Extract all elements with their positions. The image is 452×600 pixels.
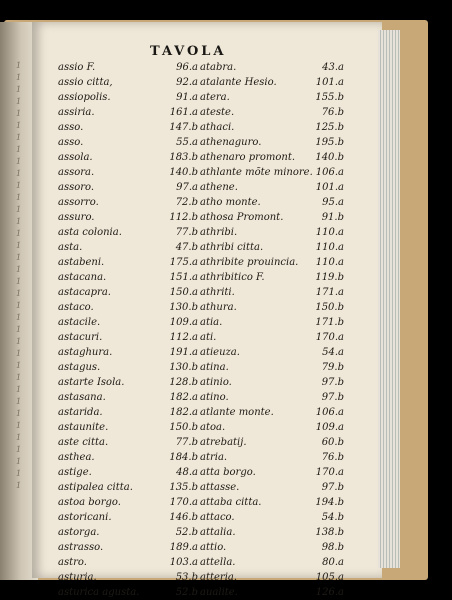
entry-page-ref: 91.b: [321, 212, 344, 223]
facing-page-mark: 1: [16, 193, 22, 202]
index-entry: [200, 375, 344, 390]
entry-term: ateste.: [200, 107, 235, 118]
facing-page-mark: 1: [16, 373, 22, 382]
index-entry: [200, 555, 344, 570]
entry-term: assuro.: [58, 212, 95, 223]
entry-page-ref: 189.a: [169, 542, 198, 553]
entry-term: asta.: [58, 242, 83, 253]
entry-page-ref: 55.a: [176, 137, 198, 148]
entry-term: asso.: [58, 137, 84, 148]
index-entry: [200, 585, 344, 600]
entry-page-ref: 79.b: [321, 362, 344, 373]
facing-page-mark: 1: [16, 445, 22, 454]
page-edges: [378, 30, 400, 568]
entry-page-ref: 91.a: [176, 92, 198, 103]
entry-term: attio.: [200, 542, 227, 553]
facing-page-mark: 1: [16, 301, 22, 310]
facing-page-mark: 1: [16, 277, 22, 286]
index-entry: [58, 390, 198, 405]
index-entry: [58, 135, 198, 150]
entry-page-ref: 128.b: [169, 377, 198, 388]
facing-page-mark: 1: [16, 85, 22, 94]
index-entry: [58, 585, 198, 600]
entry-page-ref: 106.a: [315, 407, 344, 418]
index-entry: [58, 435, 198, 450]
entry-term: assorro.: [58, 197, 99, 208]
entry-page-ref: 194.b: [315, 497, 344, 508]
index-entry: [200, 495, 344, 510]
entry-term: athribi citta.: [200, 242, 264, 253]
index-entry: [200, 450, 344, 465]
index-entry: [200, 540, 344, 555]
entry-term: astaunite.: [58, 422, 109, 433]
entry-term: atabra.: [200, 62, 237, 73]
entry-term: athura.: [200, 302, 237, 313]
index-entry: [58, 300, 198, 315]
facing-page-mark: 1: [16, 181, 22, 190]
index-entry: [58, 420, 198, 435]
facing-page-mark: 1: [16, 205, 22, 214]
index-entry: [58, 75, 198, 90]
entry-page-ref: 150.b: [169, 422, 198, 433]
index-entry: [200, 570, 344, 585]
entry-page-ref: 76.b: [321, 107, 344, 118]
facing-page-mark: 1: [16, 97, 22, 106]
index-entry: [200, 525, 344, 540]
entry-page-ref: 170.a: [169, 497, 198, 508]
entry-term: assio F.: [58, 62, 96, 73]
index-entry: [200, 210, 344, 225]
entry-term: astorga.: [58, 527, 100, 538]
entry-page-ref: 150.a: [169, 287, 198, 298]
entry-term: astasana.: [58, 392, 106, 403]
index-entry: [200, 360, 344, 375]
entry-term: astro.: [58, 557, 87, 568]
entry-term: attella.: [200, 557, 236, 568]
entry-page-ref: 60.b: [321, 437, 344, 448]
entry-term: astacana.: [58, 272, 107, 283]
index-column-left: [58, 60, 198, 600]
index-entry: [58, 285, 198, 300]
index-entry: [58, 255, 198, 270]
index-entry: [58, 555, 198, 570]
entry-page-ref: 110.a: [315, 242, 344, 253]
entry-page-ref: 184.b: [169, 452, 198, 463]
facing-page-mark: 1: [16, 289, 22, 298]
entry-page-ref: 101.a: [315, 77, 344, 88]
index-entry: [200, 225, 344, 240]
page-title: TAVOLA: [150, 44, 227, 59]
facing-page-mark: 1: [16, 61, 22, 70]
entry-page-ref: 43.a: [322, 62, 344, 73]
facing-page-mark: 1: [16, 157, 22, 166]
facing-page-mark: 1: [16, 421, 22, 430]
entry-term: astacuri.: [58, 332, 103, 343]
entry-page-ref: 97.b: [321, 377, 344, 388]
entry-page-ref: 140.b: [315, 152, 344, 163]
index-entry: [58, 540, 198, 555]
index-entry: [200, 315, 344, 330]
entry-page-ref: 182.a: [169, 392, 198, 403]
entry-term: athlante mõte minore.: [200, 167, 313, 178]
entry-page-ref: 97.b: [321, 392, 344, 403]
entry-page-ref: 147.b: [169, 122, 198, 133]
index-entry: [58, 105, 198, 120]
index-entry: [200, 420, 344, 435]
entry-page-ref: 52.b: [175, 587, 198, 598]
entry-page-ref: 97.a: [176, 182, 198, 193]
entry-page-ref: 170.a: [315, 332, 344, 343]
entry-term: astacile.: [58, 317, 101, 328]
entry-page-ref: 109.a: [169, 317, 198, 328]
entry-term: atoa.: [200, 422, 226, 433]
index-entry: [58, 60, 198, 75]
index-entry: [200, 165, 344, 180]
entry-term: attalia.: [200, 527, 236, 538]
facing-page-mark: 1: [16, 457, 22, 466]
entry-page-ref: 110.a: [315, 227, 344, 238]
index-entry: [58, 570, 198, 585]
entry-page-ref: 146.b: [169, 512, 198, 523]
entry-term: athriti.: [200, 287, 235, 298]
facing-page-mark: 1: [16, 433, 22, 442]
entry-page-ref: 98.b: [321, 542, 344, 553]
entry-term: athaci.: [200, 122, 235, 133]
index-entry: [200, 180, 344, 195]
entry-page-ref: 112.a: [169, 332, 198, 343]
facing-page-mark: 1: [16, 397, 22, 406]
index-entry: [200, 345, 344, 360]
entry-term: atta borgo.: [200, 467, 256, 478]
entry-page-ref: 150.b: [315, 302, 344, 313]
index-entry: [58, 90, 198, 105]
entry-term: atrebatij.: [200, 437, 247, 448]
entry-page-ref: 103.a: [169, 557, 198, 568]
facing-page-mark: 1: [16, 481, 22, 490]
entry-page-ref: 130.b: [169, 362, 198, 373]
entry-page-ref: 135.b: [169, 482, 198, 493]
entry-page-ref: 53.b: [175, 572, 198, 583]
index-entry: [58, 510, 198, 525]
entry-page-ref: 80.a: [322, 557, 344, 568]
entry-term: assoro.: [58, 182, 95, 193]
facing-page-mark: 1: [16, 469, 22, 478]
entry-term: atino.: [200, 392, 229, 403]
index-entry: [58, 405, 198, 420]
entry-term: asta colonia.: [58, 227, 122, 238]
entry-term: athribite prouincia.: [200, 257, 299, 268]
facing-page-mark: 1: [16, 133, 22, 142]
entry-page-ref: 195.b: [315, 137, 344, 148]
entry-term: atieuza.: [200, 347, 240, 358]
index-entry: [200, 480, 344, 495]
facing-page-mark: 1: [16, 385, 22, 394]
entry-page-ref: 72.b: [175, 197, 198, 208]
index-entry: [200, 510, 344, 525]
entry-page-ref: 47.b: [175, 242, 198, 253]
entry-term: astaco.: [58, 302, 94, 313]
index-entry: [200, 150, 344, 165]
entry-term: asthea.: [58, 452, 95, 463]
entry-term: asturia.: [58, 572, 97, 583]
index-entry: [58, 150, 198, 165]
entry-page-ref: 161.a: [169, 107, 198, 118]
entry-page-ref: 106.a: [315, 167, 344, 178]
entry-page-ref: 138.b: [315, 527, 344, 538]
entry-term: aualite.: [200, 587, 238, 598]
facing-page-mark: 1: [16, 313, 22, 322]
entry-page-ref: 171.b: [315, 317, 344, 328]
index-entry: [200, 195, 344, 210]
entry-term: atinio.: [200, 377, 232, 388]
entry-term: assiopolis.: [58, 92, 111, 103]
facing-page-mark: 1: [16, 361, 22, 370]
index-entry: [200, 270, 344, 285]
facing-page-mark: 1: [16, 241, 22, 250]
entry-page-ref: 155.b: [315, 92, 344, 103]
entry-term: athenaguro.: [200, 137, 262, 148]
index-entry: [58, 210, 198, 225]
entry-term: astoa borgo.: [58, 497, 121, 508]
entry-page-ref: 105.a: [315, 572, 344, 583]
index-entry: [58, 315, 198, 330]
entry-page-ref: 54.a: [322, 347, 344, 358]
entry-page-ref: 95.a: [322, 197, 344, 208]
entry-term: assio citta,: [58, 77, 113, 88]
entry-page-ref: 191.a: [169, 347, 198, 358]
entry-term: assola.: [58, 152, 93, 163]
index-entry: [200, 135, 344, 150]
entry-term: astarte Isola.: [58, 377, 125, 388]
index-entry: [200, 240, 344, 255]
facing-page-mark: 1: [16, 73, 22, 82]
entry-page-ref: 109.a: [315, 422, 344, 433]
facing-page-mark: 1: [16, 229, 22, 238]
index-entry: [200, 255, 344, 270]
entry-term: asturica agusta.: [58, 587, 140, 598]
entry-term: attaco.: [200, 512, 235, 523]
facing-page-mark: 1: [16, 169, 22, 178]
entry-term: atria.: [200, 452, 228, 463]
entry-page-ref: 101.a: [315, 182, 344, 193]
entry-term: athosa Promont.: [200, 212, 284, 223]
index-entry: [58, 525, 198, 540]
facing-page-mark: 1: [16, 145, 22, 154]
index-entry: [200, 465, 344, 480]
index-entry: [200, 285, 344, 300]
entry-page-ref: 125.b: [315, 122, 344, 133]
index-entry: [200, 90, 344, 105]
entry-term: astacapra.: [58, 287, 111, 298]
entry-term: attasse.: [200, 482, 240, 493]
entry-page-ref: 92.a: [176, 77, 198, 88]
index-entry: [200, 435, 344, 450]
index-entry: [58, 240, 198, 255]
facing-page-mark: 1: [16, 253, 22, 262]
entry-page-ref: 97.b: [321, 482, 344, 493]
entry-page-ref: 151.a: [169, 272, 198, 283]
entry-page-ref: 77.b: [175, 437, 198, 448]
entry-term: astarida.: [58, 407, 103, 418]
entry-term: atera.: [200, 92, 230, 103]
index-entry: [200, 60, 344, 75]
index-entry: [58, 465, 198, 480]
entry-term: astoricani.: [58, 512, 112, 523]
index-entry: [58, 375, 198, 390]
index-entry: [200, 75, 344, 90]
index-entry: [58, 225, 198, 240]
index-entry: [58, 330, 198, 345]
index-column-right: [200, 60, 344, 600]
entry-term: aste citta.: [58, 437, 109, 448]
entry-term: astagus.: [58, 362, 101, 373]
index-entry: [58, 120, 198, 135]
index-entry: [58, 180, 198, 195]
entry-page-ref: 171.a: [315, 287, 344, 298]
entry-term: astabeni.: [58, 257, 105, 268]
index-entry: [200, 390, 344, 405]
entry-term: astrasso.: [58, 542, 104, 553]
facing-page-mark: 1: [16, 217, 22, 226]
index-entry: [200, 330, 344, 345]
entry-term: astipalea citta.: [58, 482, 133, 493]
index-entry: [58, 450, 198, 465]
entry-term: athene.: [200, 182, 238, 193]
entry-term: ati.: [200, 332, 217, 343]
facing-page-mark: 1: [16, 109, 22, 118]
index-entry: [200, 105, 344, 120]
entry-term: attaba citta.: [200, 497, 262, 508]
entry-term: astaghura.: [58, 347, 113, 358]
entry-term: athribitico F.: [200, 272, 265, 283]
index-entry: [200, 300, 344, 315]
entry-term: athribi.: [200, 227, 238, 238]
entry-page-ref: 48.a: [176, 467, 198, 478]
entry-term: assiria.: [58, 107, 95, 118]
index-entry: [58, 360, 198, 375]
facing-page-mark: 1: [16, 349, 22, 358]
entry-page-ref: 126.a: [315, 587, 344, 598]
entry-page-ref: 183.b: [169, 152, 198, 163]
entry-page-ref: 130.b: [169, 302, 198, 313]
entry-page-ref: 140.b: [169, 167, 198, 178]
entry-term: assora.: [58, 167, 95, 178]
facing-page-mark: 1: [16, 337, 22, 346]
index-entry: [58, 165, 198, 180]
facing-page-mark: 1: [16, 121, 22, 130]
facing-page-mark: 1: [16, 325, 22, 334]
entry-term: athenaro promont.: [200, 152, 296, 163]
entry-page-ref: 119.b: [315, 272, 344, 283]
index-entry: [58, 195, 198, 210]
entry-page-ref: 170.a: [315, 467, 344, 478]
entry-page-ref: 112.b: [169, 212, 198, 223]
entry-term: atlante monte.: [200, 407, 274, 418]
index-entry: [58, 480, 198, 495]
entry-page-ref: 76.b: [321, 452, 344, 463]
entry-page-ref: 96.a: [176, 62, 198, 73]
entry-page-ref: 175.a: [169, 257, 198, 268]
facing-page-mark: 1: [16, 409, 22, 418]
facing-page-mark: 1: [16, 265, 22, 274]
index-entry: [58, 270, 198, 285]
entry-term: asso.: [58, 122, 84, 133]
entry-term: atho monte.: [200, 197, 261, 208]
index-entry: [200, 405, 344, 420]
entry-term: astige.: [58, 467, 92, 478]
entry-term: atia.: [200, 317, 223, 328]
entry-page-ref: 182.a: [169, 407, 198, 418]
entry-term: atina.: [200, 362, 229, 373]
entry-term: atalante Hesio.: [200, 77, 277, 88]
entry-page-ref: 110.a: [315, 257, 344, 268]
entry-page-ref: 54.b: [321, 512, 344, 523]
entry-page-ref: 77.b: [175, 227, 198, 238]
entry-page-ref: 52.b: [175, 527, 198, 538]
index-entry: [58, 345, 198, 360]
entry-term: atteria.: [200, 572, 238, 583]
index-entry: [58, 495, 198, 510]
index-entry: [200, 120, 344, 135]
